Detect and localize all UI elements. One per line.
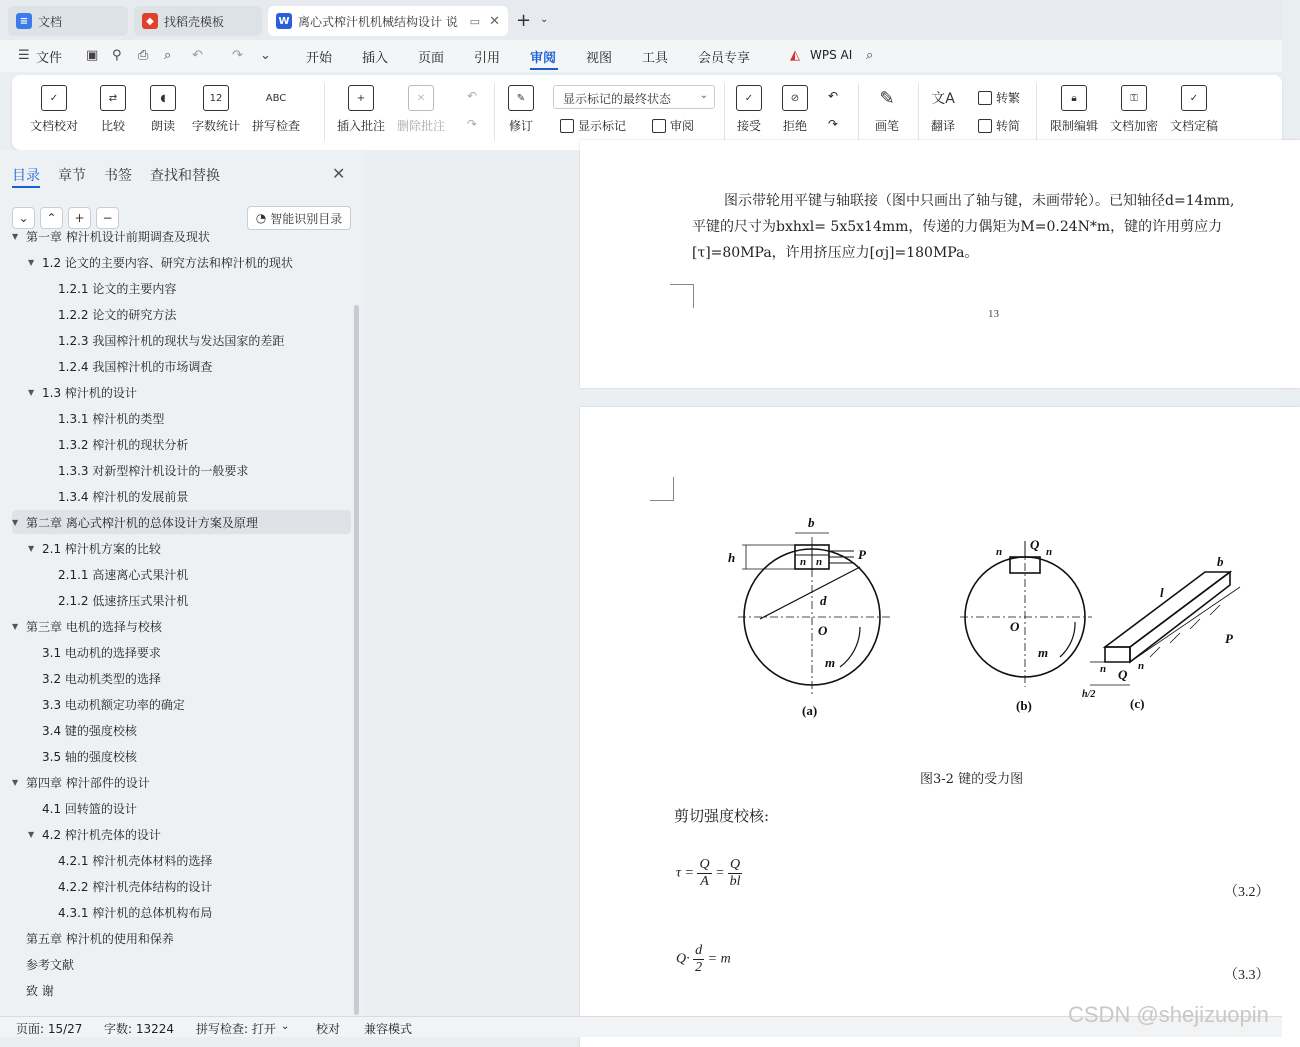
fig-label-n: n [1138, 660, 1145, 672]
accept-button[interactable] [736, 85, 762, 134]
restrict-edit-button[interactable] [1050, 85, 1098, 134]
translate-label: 翻译 [930, 119, 955, 133]
toc-item-label: 4.1 回转篮的设计 [42, 801, 137, 816]
encrypt-icon: ⚿ [1121, 85, 1147, 111]
toc-item[interactable] [12, 900, 351, 924]
hamburger-icon[interactable]: ☰ [18, 48, 30, 63]
markup-state-select[interactable] [553, 85, 715, 109]
reject-icon: ⊘ [782, 85, 808, 111]
toc-item[interactable] [12, 432, 351, 456]
review-pane-label: 审阅 [670, 119, 695, 133]
page-number: 13 [988, 308, 999, 320]
toc-item-label: 1.2.2 论文的研究方法 [58, 307, 177, 322]
translate-button[interactable] [930, 85, 956, 134]
smart-icon: ◔ [255, 211, 267, 225]
divider [1036, 83, 1037, 141]
fig-label-p: P [1225, 631, 1233, 646]
menu-bar [0, 40, 1282, 72]
chevron-down-icon[interactable]: ⌄ [540, 14, 549, 25]
tab-label: 离心式榨汁机机械结构设计 说 [298, 14, 458, 29]
eq-den: A [700, 874, 709, 889]
toc-item[interactable] [12, 536, 351, 560]
divider [724, 83, 725, 141]
eq-den: bl [729, 874, 741, 889]
markup-state-value: 显示标记的最终状态 [563, 92, 672, 106]
tab-find-replace[interactable]: 查找和替换 [150, 168, 220, 184]
new-tab-icon[interactable]: + [516, 10, 532, 31]
delete-comment-label: 删除批注 [397, 119, 446, 133]
toc-item[interactable] [12, 484, 351, 508]
close-icon[interactable]: ✕ [489, 13, 500, 29]
spell-check-button[interactable] [252, 85, 300, 134]
paragraph-line: 平键的尺寸为bxhxl= 5x5x14mm，传递的力偶矩为M=0.24N*m，键的许用剪应力 [692, 219, 1223, 235]
to-traditional-button[interactable] [978, 89, 1020, 106]
eq-lhs: τ [676, 865, 682, 881]
toc-item-label: 第二章 离心式榨汁机的总体设计方案及原理 [26, 515, 258, 530]
pen-button[interactable] [874, 85, 900, 134]
toc-list [0, 229, 358, 1016]
scrollbar[interactable] [354, 305, 359, 1015]
navigation-pane [0, 150, 364, 1016]
finalize-label: 文档定稿 [1170, 119, 1219, 133]
eq-num: Q [730, 857, 741, 872]
read-aloud-label: 朗读 [150, 119, 175, 133]
translate-icon: 文A [931, 91, 955, 107]
track-changes-label: 修订 [508, 119, 533, 133]
fig-label-b: b [1217, 554, 1224, 569]
search-icon[interactable]: ⌕ [866, 48, 874, 63]
menu-file[interactable]: 文件 [36, 51, 63, 66]
to-traditional-label: 转繁 [996, 91, 1021, 105]
print-preview-icon[interactable]: ⌕ [164, 48, 172, 63]
toc-item[interactable] [12, 276, 351, 300]
fig-label-n: n [816, 556, 823, 568]
fig-label-o: O [818, 623, 828, 638]
fig-caption-b: (b) [1016, 698, 1032, 713]
track-changes-button[interactable] [508, 85, 534, 134]
accept-label: 接受 [736, 119, 761, 133]
toc-item-label: 第四章 榨汁部件的设计 [26, 775, 150, 790]
doc-proof-button[interactable] [30, 85, 78, 134]
key-force-figure [720, 507, 1280, 727]
toc-item[interactable] [12, 822, 351, 846]
fig-label-p: P [858, 547, 866, 562]
menu-view[interactable]: 视图 [586, 51, 613, 66]
tab-toc[interactable]: 目录 [12, 168, 40, 184]
toc-item-label: 3.3 电动机额定功率的确定 [42, 697, 185, 712]
insert-comment-label: 插入批注 [337, 119, 386, 133]
reject-button[interactable] [782, 85, 808, 134]
spell-check-label: 拼写检查 [252, 119, 301, 133]
show-markup-label: 显示标记 [578, 119, 627, 133]
fig-label-n: n [800, 556, 807, 568]
expand-triangle-icon[interactable]: ▼ [12, 621, 19, 631]
eq-rhs: = m [707, 951, 731, 967]
read-aloud-button[interactable] [150, 85, 176, 134]
eq-den: 2 [695, 960, 703, 975]
toc-item-label: 第三章 电机的选择与校核 [26, 619, 162, 634]
close-icon[interactable]: ✕ [332, 164, 346, 183]
toc-item[interactable] [12, 952, 351, 976]
smart-toc-label: 智能识别目录 [270, 211, 343, 226]
docs-icon: ≡ [16, 13, 32, 29]
toc-item[interactable] [12, 354, 351, 378]
toc-item-label: 3.4 键的强度校核 [42, 723, 137, 738]
menu-member[interactable]: 会员专享 [698, 51, 751, 66]
toc-item-label: 1.2.3 我国榨汁机的现状与发达国家的差距 [58, 333, 285, 348]
monitor-icon[interactable]: ▭ [469, 14, 480, 28]
expand-triangle-icon[interactable]: ▼ [12, 231, 19, 241]
toc-item-label: 1.2 论文的主要内容、研究方法和榨汁机的现状 [42, 255, 293, 270]
equation-number: （3.2） [1224, 885, 1270, 900]
active-menu-indicator [530, 68, 558, 70]
track-changes-icon: ✎ [508, 85, 534, 111]
tab-chapters[interactable]: 章节 [58, 168, 86, 184]
menu-insert[interactable]: 插入 [362, 51, 389, 66]
menu-tools[interactable]: 工具 [642, 51, 669, 66]
toc-item[interactable] [12, 250, 351, 274]
toc-item-label: 1.3.1 榨汁机的类型 [58, 411, 165, 426]
eq-num: d [695, 943, 703, 958]
toc-item-label: 参考文献 [26, 957, 75, 972]
expand-triangle-icon[interactable]: ▼ [12, 777, 19, 787]
tab-label: 找稻壳模板 [164, 14, 225, 29]
fig-label-q: Q [1118, 667, 1128, 682]
redo-icon[interactable]: ↷ [232, 48, 243, 63]
compare-button[interactable] [100, 85, 126, 134]
share-icon[interactable]: ⚲ [112, 48, 122, 63]
toc-item[interactable] [12, 718, 351, 742]
toc-item[interactable] [12, 744, 351, 768]
pen-icon: ✎ [879, 87, 895, 109]
compare-label: 比较 [100, 119, 125, 133]
read-aloud-icon: ◖ [150, 85, 176, 111]
tab-document[interactable] [268, 6, 508, 36]
equation-number: （3.3） [1224, 968, 1270, 983]
toc-item[interactable] [12, 302, 351, 326]
toc-item-label: 4.2.1 榨汁机壳体材料的选择 [58, 853, 213, 868]
toc-item-label: 2.1 榨汁机方案的比较 [42, 541, 161, 556]
toc-item[interactable] [12, 692, 351, 716]
document-page [580, 407, 1300, 1047]
expand-triangle-icon[interactable]: ▼ [12, 517, 19, 527]
word-count-icon: 12 [203, 85, 229, 111]
toc-item-label: 第一章 榨汁机设计前期调查及现状 [26, 229, 210, 244]
toc-item[interactable] [12, 614, 351, 638]
toc-item[interactable] [12, 666, 351, 690]
compare-icon: ⇄ [100, 85, 126, 111]
section-heading: 剪切强度校核: [674, 807, 770, 825]
toc-item-label: 1.3 榨汁机的设计 [42, 385, 137, 400]
finalize-icon: ✓ [1181, 85, 1207, 111]
document-page [580, 140, 1300, 388]
chevron-down-icon: ⌄ [699, 90, 708, 101]
next-comment-icon[interactable]: ↷ [467, 117, 478, 131]
fig-label-n: n [1100, 663, 1107, 675]
menu-start[interactable]: 开始 [306, 51, 333, 66]
collapse-down-button[interactable]: ⌄ [12, 207, 35, 229]
doc-proof-icon: ✓ [41, 85, 67, 111]
toc-item[interactable] [12, 458, 351, 482]
toc-item[interactable] [12, 224, 351, 248]
toc-item-label: 4.3.1 榨汁机的总体机构布局 [58, 905, 213, 920]
toc-item[interactable] [12, 562, 351, 586]
crop-mark [650, 477, 674, 501]
fig-label-b: b [808, 515, 815, 530]
word-count-indicator[interactable]: 字数: 13224 [104, 1022, 175, 1036]
prev-change-icon[interactable]: ↶ [828, 89, 839, 103]
fig-label-m: m [1038, 645, 1049, 660]
pen-label: 画笔 [874, 119, 899, 133]
toc-item[interactable] [12, 978, 351, 1002]
toc-item[interactable] [12, 874, 351, 898]
chevron-down-icon[interactable]: ⌄ [281, 1021, 290, 1032]
insert-comment-button[interactable] [337, 85, 385, 134]
to-traditional-icon [978, 91, 992, 105]
print-icon[interactable]: ⎙ [138, 48, 149, 63]
menu-page[interactable]: 页面 [418, 51, 445, 66]
page-indicator[interactable]: 页面: 15/27 [16, 1022, 83, 1036]
docer-icon: ◆ [142, 13, 158, 29]
divider [918, 83, 919, 141]
toc-item[interactable] [12, 796, 351, 820]
toc-item[interactable] [12, 588, 351, 612]
doc-proof-label: 文档校对 [30, 119, 79, 133]
delete-comment-button[interactable] [397, 85, 445, 134]
spell-check-indicator[interactable]: 拼写检查: 打开 [196, 1022, 276, 1036]
accept-icon: ✓ [736, 85, 762, 111]
active-tab-indicator [12, 186, 40, 188]
toc-item[interactable] [12, 380, 351, 404]
toc-item-label: 第五章 榨汁机的使用和保养 [26, 931, 174, 946]
toc-item-label: 1.3.2 榨汁机的现状分析 [58, 437, 189, 452]
finalize-button[interactable] [1170, 85, 1218, 134]
encrypt-label: 文档加密 [1110, 119, 1159, 133]
tab-docs[interactable] [8, 6, 128, 36]
toc-item[interactable] [12, 926, 351, 950]
show-markup-button[interactable] [560, 117, 626, 134]
fig-label-h: h [728, 550, 736, 565]
divider [494, 83, 495, 141]
next-change-icon[interactable]: ↷ [828, 117, 839, 131]
prev-comment-icon[interactable]: ↶ [467, 89, 478, 103]
expand-triangle-icon[interactable]: ▼ [28, 829, 35, 839]
fig-label-n: n [1046, 546, 1053, 558]
insert-comment-icon: + [348, 85, 374, 111]
toc-item-label: 1.3.3 对新型榨汁机设计的一般要求 [58, 463, 249, 478]
toc-item[interactable] [12, 848, 351, 872]
toc-item-label: 1.3.4 榨汁机的发展前景 [58, 489, 189, 504]
spell-check-icon: ABC [265, 92, 287, 104]
review-pane-button[interactable] [652, 117, 694, 134]
menu-reference[interactable]: 引用 [474, 51, 501, 66]
toc-item-label: 1.2.1 论文的主要内容 [58, 281, 177, 296]
figure-a [738, 533, 890, 697]
word-doc-icon: W [276, 13, 292, 29]
toc-item-label: 致 谢 [26, 983, 54, 998]
undo-icon[interactable]: ↶ [192, 48, 203, 63]
more-chevron-icon[interactable]: ⌄ [260, 48, 271, 63]
toc-item-label: 3.5 轴的强度校核 [42, 749, 137, 764]
collapse-up-button[interactable]: ⌃ [40, 207, 63, 229]
expand-triangle-icon[interactable]: ▼ [28, 387, 35, 397]
toc-item-label: 2.1.1 高速离心式果汁机 [58, 567, 189, 582]
equation-3-2: τ = $\frac{Q}{A}$ = $\frac{Q}{bl}$ [676, 857, 741, 889]
to-simplified-label: 转简 [996, 119, 1021, 133]
toc-item[interactable] [12, 510, 351, 534]
toc-item[interactable] [12, 640, 351, 664]
restrict-edit-icon: 🔒︎ [1061, 85, 1087, 111]
proof-indicator[interactable]: 校对 [316, 1022, 341, 1036]
fig-label-l: l [1160, 585, 1164, 600]
fig-label-n: n [996, 546, 1003, 558]
tab-label: 文档 [38, 14, 63, 29]
fig-label-q: Q [1030, 537, 1040, 552]
compat-mode-indicator: 兼容模式 [364, 1022, 413, 1036]
divider [324, 83, 325, 141]
crop-mark [670, 284, 694, 308]
paragraph-line: [τ]=80MPa，许用挤压应力[σj]=180MPa。 [692, 245, 979, 261]
add-heading-button[interactable]: + [68, 207, 91, 229]
save-icon[interactable]: ▣ [86, 48, 99, 63]
fig-label-m: m [825, 655, 836, 670]
equation-3-3 [676, 943, 731, 976]
fig-label-d: d [820, 593, 827, 608]
toc-item[interactable] [12, 328, 351, 352]
review-pane-icon [652, 119, 666, 133]
remove-heading-button[interactable]: − [96, 207, 119, 229]
toc-item[interactable] [12, 770, 351, 794]
wps-ai-icon[interactable]: ◭ [790, 48, 800, 63]
toc-item-label: 4.2 榨汁机壳体的设计 [42, 827, 161, 842]
eq-num: Q [699, 857, 710, 872]
paragraph-line: 图示带轮用平键与轴联接（图中只画出了轴与键，未画带轮）。已知轴径d=14mm, [724, 193, 1235, 209]
to-simplified-icon [978, 119, 992, 133]
show-markup-icon [560, 119, 574, 133]
figure-caption: 图3-2 键的受力图 [920, 772, 1024, 787]
toc-item-label: 1.2.4 我国榨汁机的市场调查 [58, 359, 213, 374]
fig-caption-a: (a) [802, 703, 818, 718]
document-area [364, 150, 1282, 1016]
menu-wps-ai[interactable]: WPS AI [810, 48, 853, 62]
figure-b [960, 541, 1092, 687]
reject-label: 拒绝 [782, 119, 807, 133]
tab-bar [0, 0, 1282, 40]
toc-item-label: 3.2 电动机类型的选择 [42, 671, 161, 686]
tab-docer[interactable] [134, 6, 262, 36]
toc-item-label: 4.2.2 榨汁机壳体结构的设计 [58, 879, 213, 894]
figure-c [1090, 572, 1240, 685]
menu-review[interactable]: 审阅 [530, 51, 557, 66]
delete-comment-icon: ✕ [408, 85, 434, 111]
toc-item-label: 3.1 电动机的选择要求 [42, 645, 161, 660]
word-count-button[interactable] [192, 85, 240, 134]
expand-triangle-icon[interactable]: ▼ [28, 257, 35, 267]
fig-label-o: O [1010, 619, 1020, 634]
ribbon-toolbar [12, 75, 1282, 150]
expand-triangle-icon[interactable]: ▼ [28, 543, 35, 553]
fig-caption-c: (c) [1130, 696, 1145, 711]
eq-lhs: Q· [676, 951, 690, 967]
encrypt-button[interactable] [1110, 85, 1158, 134]
watermark: CSDN @shejizuopin [1068, 1002, 1269, 1027]
word-count-label: 字数统计 [192, 119, 241, 133]
toc-item-label: 2.1.2 低速挤压式果汁机 [58, 593, 189, 608]
divider [858, 83, 859, 141]
to-simplified-button[interactable] [978, 117, 1020, 134]
toc-item[interactable] [12, 406, 351, 430]
tab-bookmarks[interactable]: 书签 [104, 168, 132, 184]
restrict-edit-label: 限制编辑 [1050, 119, 1099, 133]
fig-label-h2: h/2 [1082, 689, 1096, 700]
